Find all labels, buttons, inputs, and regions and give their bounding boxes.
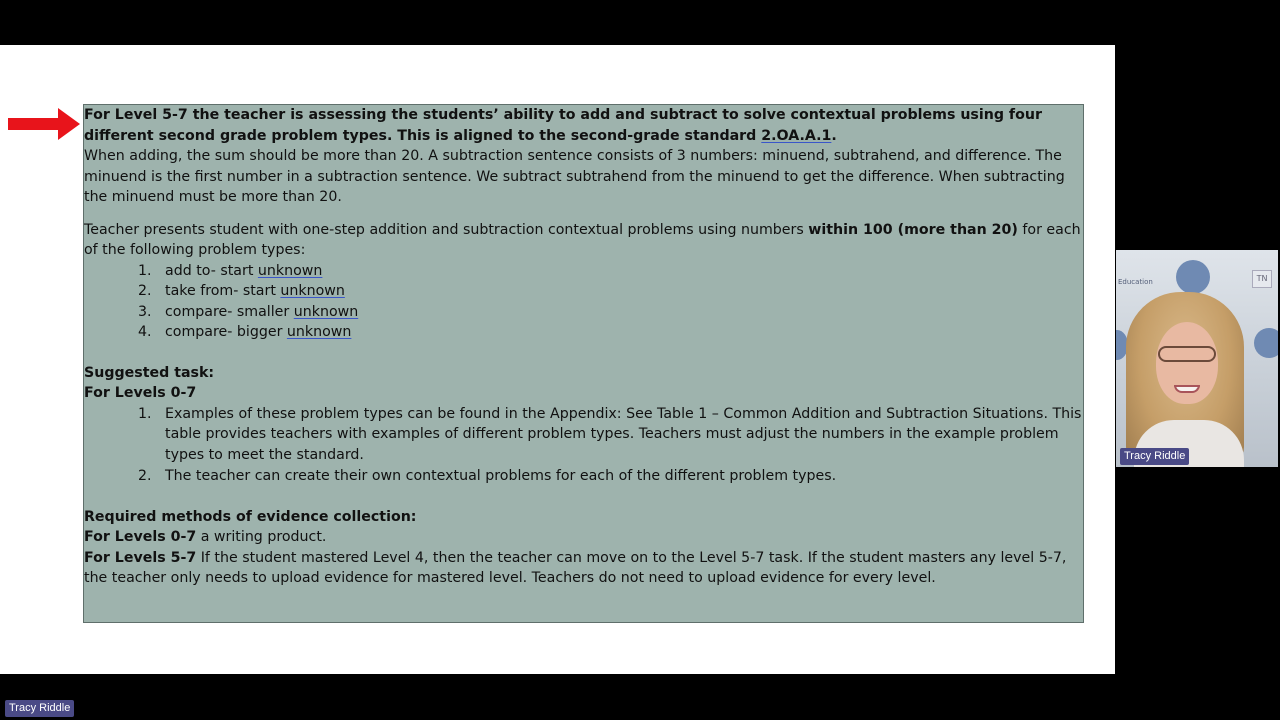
glasses (1158, 346, 1216, 362)
suggested-list (84, 404, 1083, 487)
problem-types-list (84, 261, 1083, 343)
list-item: 3. compare- smaller unknown (138, 303, 359, 320)
evidence-0-7: For Levels 0-7 a writing product. (84, 529, 327, 545)
list-item: 2. The teacher can create their own contextual problems for each of the different problem types. (138, 468, 837, 484)
presenter-name-tag: Tracy Riddle (5, 700, 74, 717)
evidence-5-7: For Levels 5-7 If the student mastered Level 4, then the teacher can move on to the Level 5-7 task. If the student masters any level 5-7, the teacher only needs to upload evidence for mastered level. Teachers do not need to upload evidence for every level. (84, 549, 1067, 586)
list-item: 2. take from- start unknown (138, 283, 345, 299)
star-emblem-icon (1254, 328, 1278, 358)
star-emblem-icon (1176, 260, 1210, 294)
presents-text: Teacher presents student with one-step addition and subtraction contextual problems using numbers within 100 (more than 20) for each of the following problem types: (84, 221, 1081, 258)
suggested-levels-heading: For Levels 0-7 (84, 385, 197, 401)
shared-slide (0, 45, 1115, 674)
participant-video[interactable] (1116, 250, 1278, 467)
red-arrow-icon (8, 108, 80, 140)
evidence-heading: Required methods of evidence collection: (84, 508, 417, 525)
smile (1174, 385, 1200, 393)
suggested-task-heading: Suggested task: (84, 364, 215, 381)
list-item: 4. compare- bigger unknown (138, 324, 352, 340)
list-item: 1. add to- start unknown (138, 262, 323, 279)
document-box (83, 104, 1084, 623)
level-heading: For Level 5-7 the teacher is assessing the students’ ability to add and subtract to solve contextual problems using four different second grade problem types. This is aligned to the second-grade standard 2.OA.A.1. (84, 107, 1042, 144)
list-item: 1. Examples of these problem types can be found in the Appendix: See Table 1 – Common Addition and Subtraction Situations. This table provides teachers with examples of different problem types. Teachers must adjust the numbers in the example problem types to meet the standard. (138, 405, 1082, 463)
room-sign: Education (1118, 278, 1153, 286)
standard-link[interactable]: 2.OA.A.1 (761, 127, 832, 144)
definition-text: When adding, the sum should be more than 20. A subtraction sentence consists of 3 numbers: minuend, subtrahend, and difference. The minuend is the first number in a subtraction sentence. We subtract subtrahend from the minuend to get the difference. When subtracting the minuend must be more than 20. (84, 148, 1065, 205)
participant-name-tag: Tracy Riddle (1120, 448, 1189, 465)
tn-badge: TN (1252, 270, 1272, 288)
